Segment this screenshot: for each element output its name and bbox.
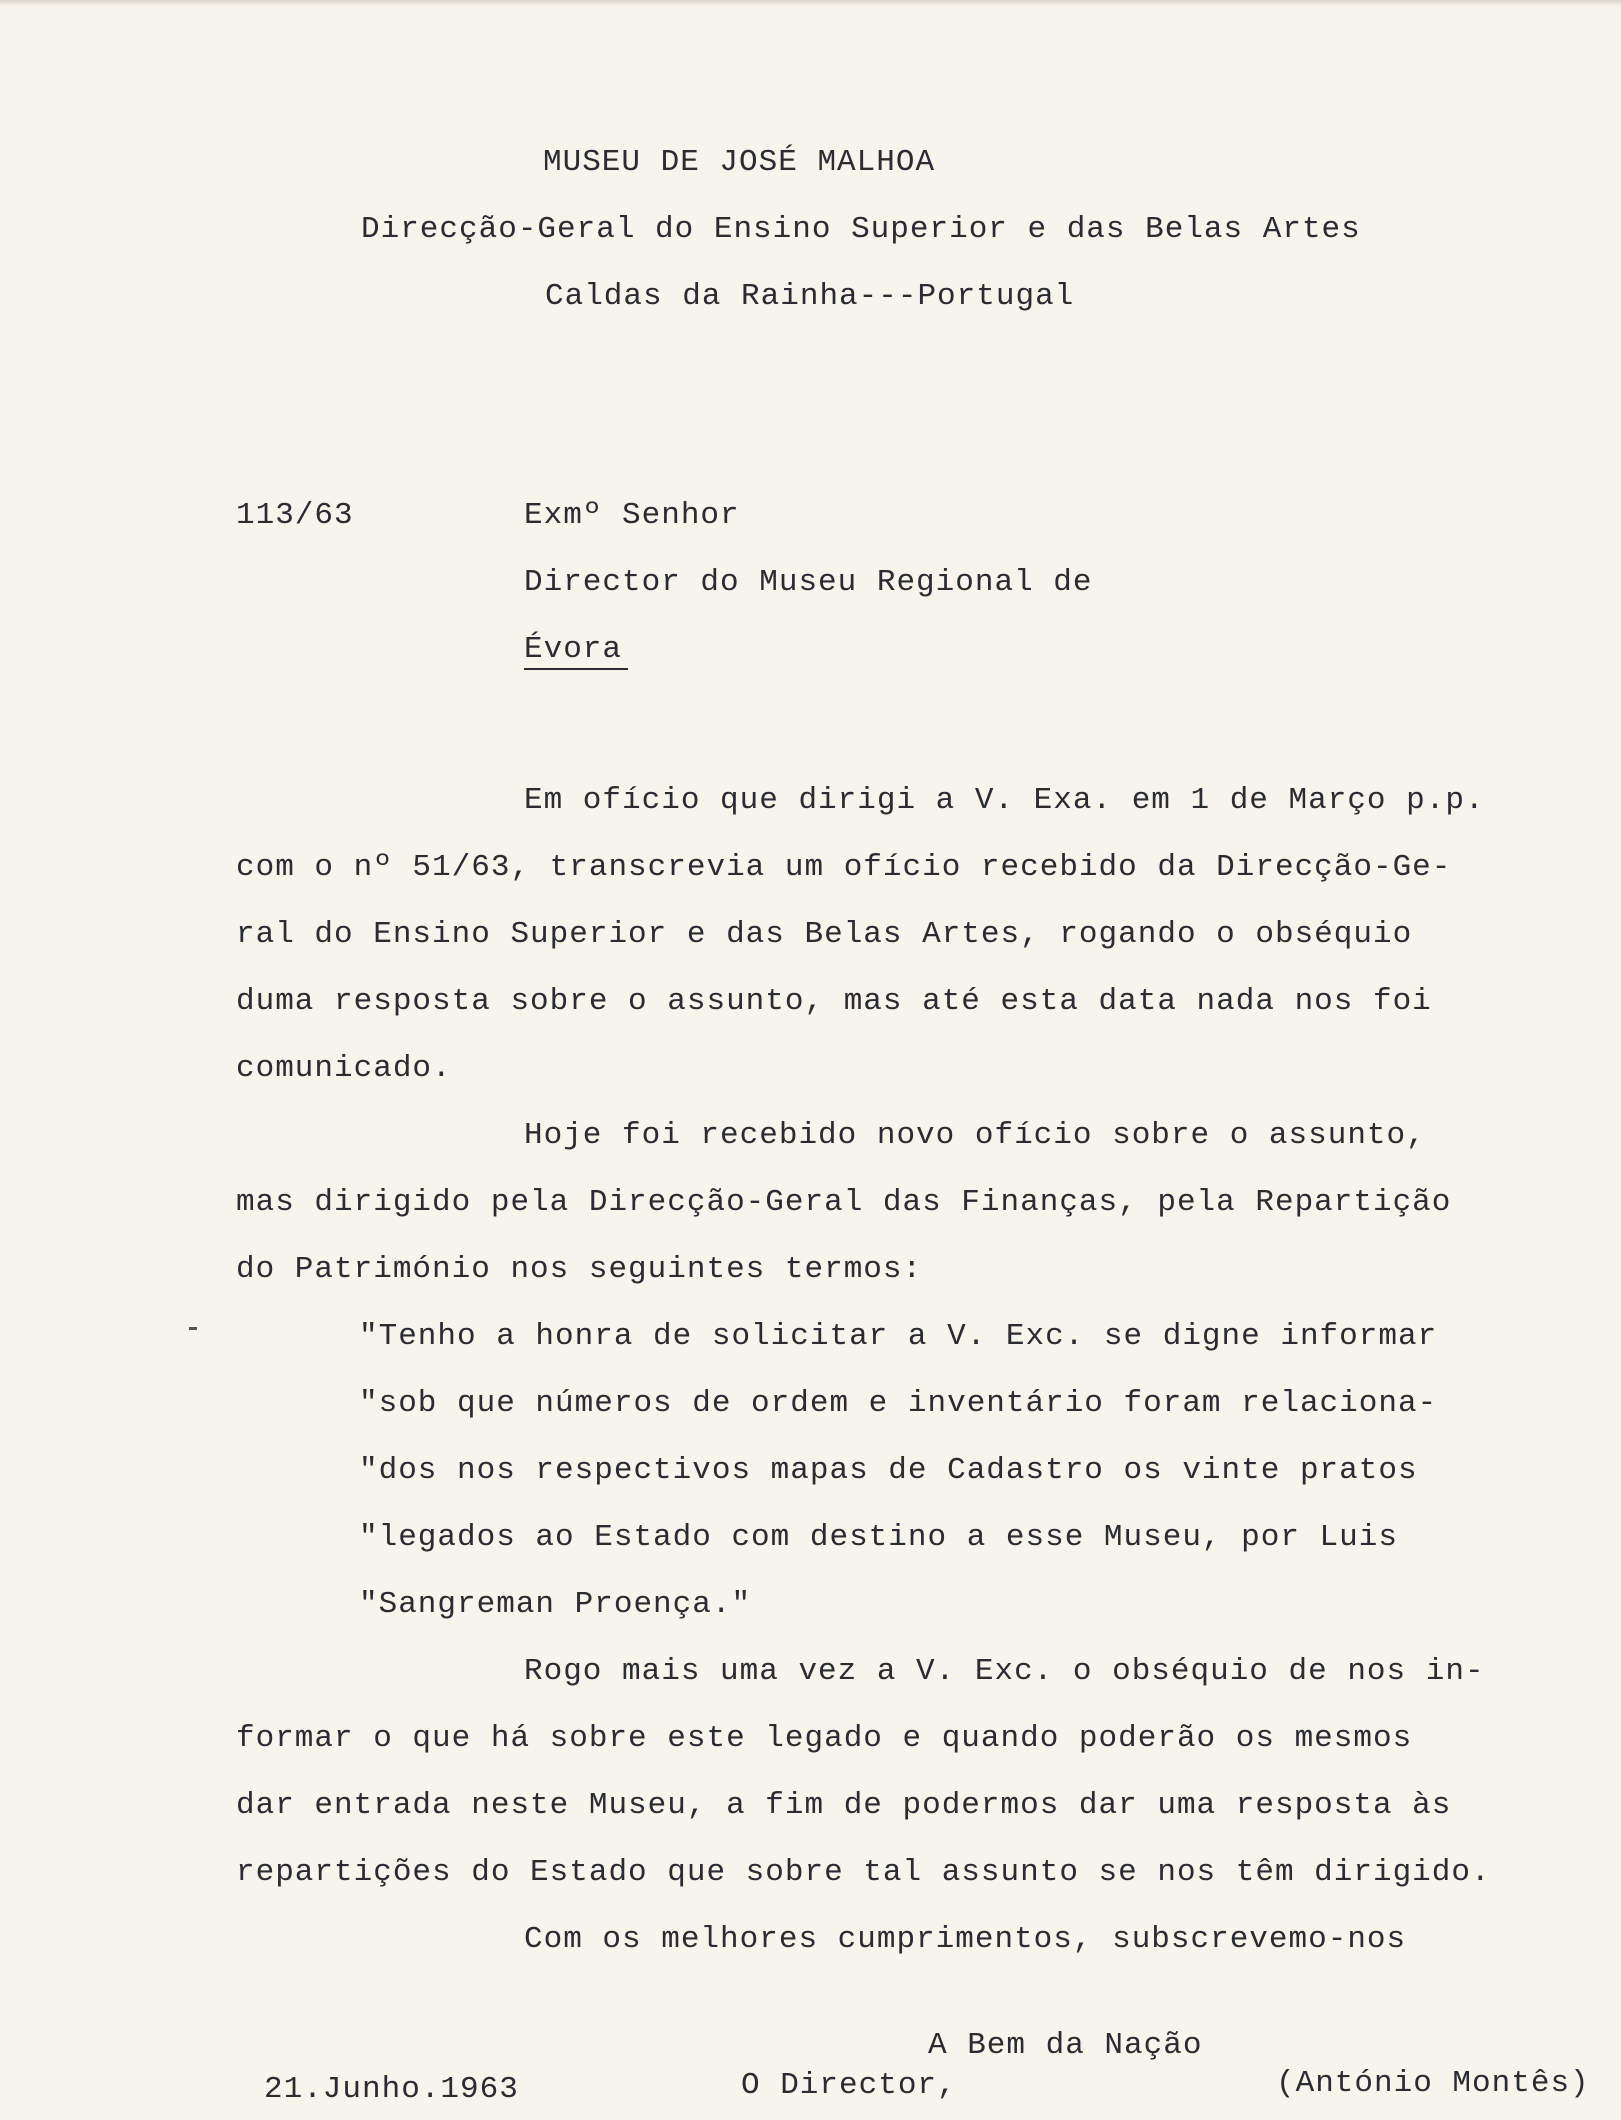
paragraph1-line: duma resposta sobre o assunto, mas até esta data nada nos foi (236, 984, 1432, 1019)
paragraph3-line: Rogo mais uma vez a V. Exc. o obséquio de nos in- (524, 1654, 1485, 1689)
quote-line: "dos nos respectivos mapas de Cadastro os vinte pratos (359, 1453, 1418, 1488)
closing-line: Com os melhores cumprimentos, subscrevemo-nos (524, 1922, 1407, 1957)
reference-number: 113/63 (236, 498, 354, 533)
recipient-city-underline (524, 668, 628, 670)
paragraph3-line: formar o que há sobre este legado e quando poderão os mesmos (236, 1721, 1413, 1756)
paragraph3-line: repartições do Estado que sobre tal assunto se nos têm dirigido. (236, 1855, 1491, 1890)
recipient-salutation: Exmº Senhor (524, 498, 740, 533)
paragraph1-line: Em ofício que dirigi a V. Exa. em 1 de Março p.p. (524, 783, 1485, 818)
paragraph2-line: do Património nos seguintes termos: (236, 1252, 923, 1287)
paragraph1-line: com o nº 51/63, transcrevia um ofício recebido da Direcção-Ge- (236, 850, 1452, 885)
signoff-date: 21.Junho.1963 (264, 2072, 519, 2107)
signoff-motto: A Bem da Nação (928, 2028, 1203, 2063)
paragraph2-line: Hoje foi recebido novo ofício sobre o assunto, (524, 1118, 1426, 1153)
signoff-role: O Director, (741, 2068, 957, 2103)
quote-line: "Tenho a honra de solicitar a V. Exc. se digne informar (359, 1319, 1438, 1354)
letterhead-department: Direcção-Geral do Ensino Superior e das Belas Artes (361, 212, 1361, 247)
paragraph1-line: comunicado. (236, 1051, 452, 1086)
recipient-city: Évora (524, 632, 623, 667)
recipient-title: Director do Museu Regional de (524, 565, 1093, 600)
paragraph2-line: mas dirigido pela Direcção-Geral das Finanças, pela Repartição (236, 1185, 1452, 1220)
paragraph3-line: dar entrada neste Museu, a fim de podermos dar uma resposta às (236, 1788, 1452, 1823)
signoff-name: (António Montês) (1276, 2066, 1590, 2101)
paper-edge (0, 0, 1621, 6)
letterhead-museum: MUSEU DE JOSÉ MALHOA (543, 145, 936, 180)
paragraph1-line: ral do Ensino Superior e das Belas Artes, rogando o obséquio (236, 917, 1413, 952)
quote-line: "Sangreman Proença." (359, 1587, 752, 1622)
letterhead-location: Caldas da Rainha---Portugal (545, 279, 1075, 314)
quote-line: "legados ao Estado com destino a esse Museu, por Luis (359, 1520, 1398, 1555)
quote-line: "sob que números de ordem e inventário foram relaciona- (359, 1386, 1438, 1421)
stray-mark (189, 1327, 197, 1330)
